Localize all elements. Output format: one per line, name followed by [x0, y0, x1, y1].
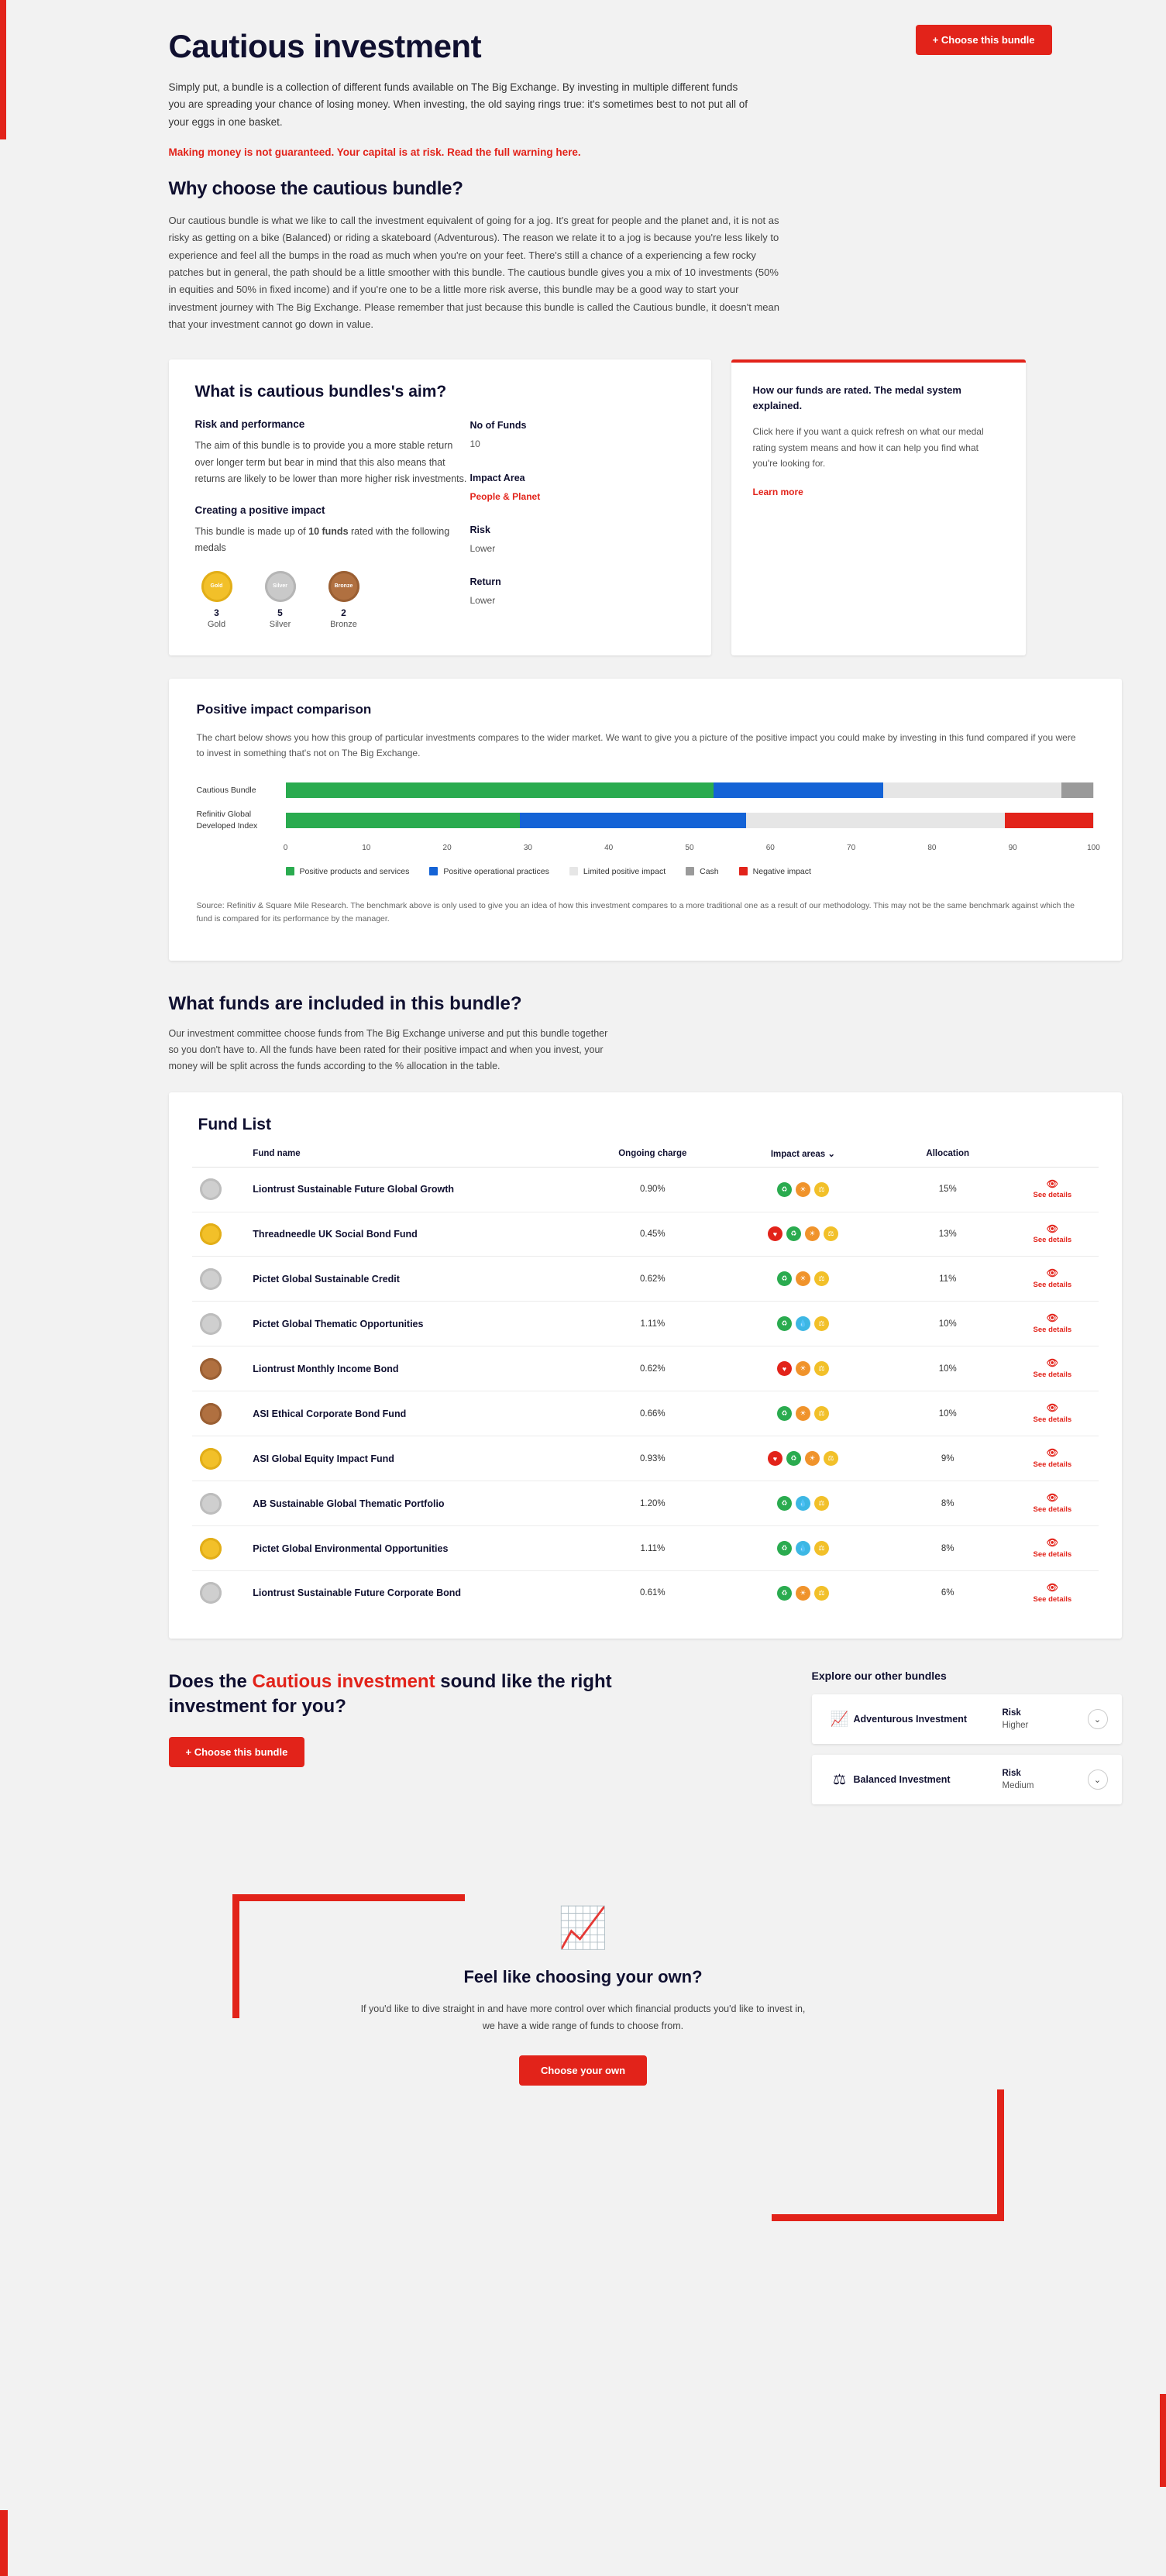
ongoing-charge-value: 0.45% [640, 1229, 666, 1239]
aim-heading: What is cautious bundles's aim? [194, 383, 447, 401]
page-title: Cautious investment [168, 28, 482, 64]
learn-more-link[interactable]: Learn more [752, 487, 803, 498]
risk-performance-label: Risk and performance [194, 418, 305, 431]
allocation-value: 10% [938, 1408, 957, 1419]
legend-item [286, 867, 410, 876]
intro-paragraph: Simply put, a bundle is a collection of different funds available on The Big Exchange. By investing in multiple different funds you are spreading your chance of losing money. When investing, the old saying rings true: it's sometimes best to not put all of your eggs in one basket. [168, 81, 748, 128]
promo-heading: Feel like choosing your own? [463, 1967, 703, 1987]
impact-area-icon: ⚖ [814, 1406, 829, 1421]
ongoing-charge-value: 0.62% [640, 1364, 666, 1374]
chart-bar-label: Cautious Bundle [196, 786, 256, 796]
table-row[interactable] [192, 1571, 1099, 1615]
explore-label: Explore our other bundles [811, 1669, 947, 1682]
fund-name: Liontrust Sustainable Future Global Growth [253, 1184, 455, 1195]
stat-risk: Risk Lower [469, 524, 496, 554]
impact-areas-cell [725, 1316, 882, 1331]
legend-label: Negative impact [752, 866, 811, 876]
impact-areas-cell [725, 1496, 882, 1511]
legend-swatch [686, 867, 694, 875]
legend-label: Positive operational practices [443, 866, 549, 876]
impact-area-icon: ⚖ [814, 1586, 829, 1601]
legend-swatch [429, 867, 438, 875]
risk-performance-body: The aim of this bundle is to provide you a more stable return over longer term but bear in mind that this also means that returns are likely to be lower than more higher risk investments. [194, 440, 467, 484]
bottom-heading: Does the Cautious investment sound like the right investment for you? [168, 1670, 612, 1718]
fund-name: Liontrust Sustainable Future Corporate Bond [253, 1587, 462, 1599]
chart-seg-negative [1005, 813, 1094, 828]
choose-bundle-button-bottom[interactable]: + Choose this bundle [169, 1737, 305, 1767]
see-details-link[interactable] [1014, 1537, 1090, 1560]
chart-seg-positive-operational [714, 782, 883, 798]
silver-medal-icon [200, 1582, 222, 1604]
chart-x-axis [283, 842, 1100, 856]
medal-gold-label: Gold [207, 619, 226, 629]
impact-area-icon: ♻ [786, 1451, 801, 1466]
see-details-label: See details [1033, 1415, 1072, 1424]
impact-area-icon: ♥ [768, 1451, 782, 1466]
axis-tick: 0 [283, 843, 288, 852]
medal-cell [200, 1582, 253, 1604]
impact-area-icon: ⚖ [814, 1496, 829, 1511]
allocation-value: 6% [941, 1588, 954, 1598]
axis-tick: 30 [523, 843, 532, 852]
medal-cell [200, 1358, 253, 1380]
chart-seg-limited [746, 813, 1005, 828]
impact-area-icon: ♻ [777, 1496, 792, 1511]
chevron-down-icon: ⌄ [827, 1149, 836, 1159]
decorative-red-bar-bottom [0, 2510, 8, 2576]
impact-areas-cell [725, 1182, 882, 1197]
legend-label: Positive products and services [299, 866, 410, 876]
medal-cell [200, 1448, 253, 1470]
medal-cell [200, 1268, 253, 1290]
funds-section-header [115, 993, 1052, 1075]
medal-system-card [731, 359, 1026, 655]
see-details-link[interactable] [1014, 1178, 1090, 1201]
axis-tick: 80 [927, 843, 937, 852]
eye-icon: 👁 [1046, 1312, 1058, 1324]
fund-name: Pictet Global Sustainable Credit [253, 1273, 400, 1285]
chevron-down-icon[interactable]: ⌄ [1088, 1709, 1108, 1729]
impact-area-icon: ⚖ [824, 1226, 838, 1241]
impact-areas-cell [725, 1451, 882, 1466]
chart-bars [196, 782, 1100, 876]
fund-name: AB Sustainable Global Thematic Portfolio [253, 1498, 445, 1509]
why-heading: Why choose the cautious bundle? [168, 177, 463, 199]
medal-cell [200, 1313, 253, 1335]
fund-list-title: Fund List [198, 1115, 271, 1133]
choose-bundle-button-top[interactable]: + Choose this bundle [916, 25, 1052, 55]
see-details-label: See details [1033, 1505, 1072, 1514]
scales-icon: ⚖ [832, 1771, 847, 1788]
eye-icon: 👁 [1046, 1267, 1058, 1279]
see-details-link[interactable] [1014, 1447, 1090, 1470]
bundle-risk [1003, 1767, 1088, 1792]
fund-count-bold: 10 funds [308, 526, 349, 538]
impact-area-icon: ♻ [777, 1271, 792, 1286]
ongoing-charge-value: 0.62% [640, 1274, 666, 1284]
impact-areas-cell [725, 1586, 882, 1601]
fund-name: Threadneedle UK Social Bond Fund [253, 1228, 418, 1240]
impact-area-icon: ☀ [796, 1406, 810, 1421]
ongoing-charge-value: 1.11% [640, 1543, 666, 1553]
table-row[interactable] [192, 1346, 1099, 1391]
fund-name: Liontrust Monthly Income Bond [253, 1363, 399, 1374]
see-details-link[interactable] [1014, 1582, 1090, 1604]
eye-icon: 👁 [1046, 1402, 1058, 1414]
table-row[interactable] [192, 1212, 1099, 1257]
table-row[interactable] [192, 1436, 1099, 1481]
impact-area-icon: ⚖ [814, 1182, 829, 1197]
bundle-name: Balanced Investment [853, 1773, 951, 1785]
silver-medal-icon [200, 1268, 222, 1290]
legend-swatch [286, 867, 294, 875]
medal-cell [200, 1493, 253, 1515]
allocation-value: 10% [938, 1319, 957, 1329]
column-allocation: Allocation [926, 1148, 969, 1158]
legend-swatch [739, 867, 748, 875]
decorative-corner-bottom-right [772, 2089, 1004, 2221]
eye-icon: 👁 [1046, 1447, 1058, 1459]
impact-areas-cell [725, 1361, 882, 1376]
legend-swatch [569, 867, 578, 875]
axis-tick: 40 [604, 843, 614, 852]
bronze-medal-icon: Bronze [328, 571, 359, 602]
eye-icon: 👁 [1046, 1223, 1058, 1234]
chart-bar-track [286, 813, 1094, 828]
legend-label: Limited positive impact [583, 866, 666, 876]
fund-table-header [192, 1148, 1099, 1168]
risk-label: Risk [1002, 1708, 1021, 1718]
chart-seg-limited [883, 782, 1061, 798]
fund-name: ASI Ethical Corporate Bond Fund [253, 1408, 407, 1419]
chart-seg-positive-products [286, 782, 714, 798]
why-paragraph: Our cautious bundle is what we like to call the investment equivalent of going for a jog. It's great for people and the planet and, it is not as risky as getting on a bike (Balanced) or riding a skateboard (Adventurous). The reason we relate it to a jog is because you're less likely to experience and feel all the bumps in the road as much when you're on your feet. There's still a chance of a experiencing a few rocky patches but in general, the path should be a little smoother with this bundle. The cautious bundle gives you a mix of 10 investments (50% in equities and 50% in fixed income) and if you're one to be a little more risk averse, this bundle may be a good way to start your investment journey with The Big Exchange. Please remember that just because this bundle is called the Cautious bundle, it doesn't mean that your investment cannot go down in value. [168, 214, 779, 330]
medal-cell [200, 1178, 253, 1200]
see-details-label: See details [1033, 1460, 1072, 1469]
chart-description: The chart below shows you how this group of particular investments compares to the wider market. We want to give you a picture of the positive impact you could make by investing in this fund compared if you were to invest in something that's not on The Big Exchange. [196, 731, 1076, 758]
medal-gold-count: 3 [214, 607, 219, 618]
silver-medal-icon [200, 1313, 222, 1335]
impact-areas-cell [725, 1541, 882, 1556]
choose-your-own-button[interactable]: Choose your own [519, 2055, 647, 2086]
axis-tick: 90 [1008, 843, 1017, 852]
allocation-value: 9% [941, 1453, 954, 1463]
impact-area-icon: ⚖ [814, 1316, 829, 1331]
column-impact-areas[interactable]: Impact areas ⌄ [770, 1149, 836, 1159]
medal-silver [259, 571, 302, 629]
ongoing-charge-value: 1.20% [640, 1498, 666, 1508]
bottom-cta-left [169, 1670, 696, 1815]
gold-medal-icon [200, 1448, 222, 1470]
impact-area-icon: ♻ [777, 1586, 792, 1601]
risk-warning[interactable]: Making money is not guaranteed. Your capital is at risk. Read the full warning here. [168, 146, 581, 158]
table-row[interactable] [192, 1168, 1099, 1212]
bundle-risk [1003, 1707, 1088, 1732]
impact-area-icon: ☀ [805, 1451, 820, 1466]
ongoing-charge-value: 1.11% [640, 1319, 666, 1329]
allocation-value: 10% [938, 1364, 957, 1374]
see-details-label: See details [1033, 1594, 1072, 1604]
see-details-link[interactable] [1014, 1223, 1090, 1246]
bronze-medal-icon [200, 1358, 222, 1380]
chart-source-note: Source: Refinitiv & Square Mile Research. The benchmark above is only used to give you an idea of how this investment compares to a more traditional one as a result of our methodology. This may not be the same benchmark against which the fund is compared for its performance by the manager. [196, 900, 1075, 923]
bundle-card-balanced[interactable] [812, 1755, 1122, 1804]
impact-area-icon: 💧 [796, 1541, 810, 1556]
medal-silver-count: 5 [277, 607, 283, 618]
impact-area-icon: ♻ [786, 1226, 801, 1241]
medal-cell [200, 1403, 253, 1425]
cards-row [115, 359, 1052, 655]
fund-name: Pictet Global Thematic Opportunities [253, 1318, 424, 1329]
ongoing-charge-value: 0.93% [640, 1453, 666, 1463]
decorative-red-bar-right [1160, 2394, 1166, 2487]
stat-impact-area: Impact Area People & Planet [469, 472, 541, 502]
impact-area-icon: 💧 [796, 1316, 810, 1331]
impact-area-icon: ♻ [777, 1182, 792, 1197]
impact-areas-cell [725, 1271, 882, 1286]
impact-area-icon: ☀ [796, 1182, 810, 1197]
positive-impact-body: This bundle is made up of 10 funds rated with the following medals [194, 526, 450, 554]
see-details-label: See details [1033, 1191, 1072, 1200]
impact-area-icon: ♻ [777, 1406, 792, 1421]
legend-label: Cash [700, 866, 719, 876]
impact-area-icon: 💧 [796, 1496, 810, 1511]
gold-medal-icon [200, 1538, 222, 1560]
bundle-card-adventurous[interactable] [812, 1694, 1122, 1744]
bronze-medal-icon [200, 1403, 222, 1425]
table-row[interactable] [192, 1391, 1099, 1436]
silver-medal-icon [200, 1178, 222, 1200]
impact-areas-cell [725, 1226, 882, 1241]
medal-gold [195, 571, 239, 629]
chart-seg-positive-operational [520, 813, 746, 828]
risk-value: Higher [1002, 1721, 1029, 1731]
allocation-value: 8% [941, 1498, 954, 1508]
medal-silver-label: Silver [269, 619, 291, 629]
impact-area-icon: ♻ [777, 1541, 792, 1556]
eye-icon: 👁 [1046, 1582, 1058, 1593]
column-fund-name: Fund name [253, 1148, 301, 1158]
allocation-value: 15% [938, 1185, 957, 1195]
see-details-label: See details [1033, 1236, 1072, 1245]
chart-bar-row [197, 809, 1094, 831]
stat-no-of-funds: No of Funds 10 [469, 420, 527, 450]
see-details-link[interactable] [1014, 1492, 1090, 1515]
axis-tick: 60 [765, 843, 775, 852]
ongoing-charge-value: 0.61% [640, 1588, 666, 1598]
eye-icon: 👁 [1046, 1178, 1058, 1189]
impact-area-icon: ⚖ [814, 1541, 829, 1556]
ongoing-charge-value: 0.90% [640, 1185, 666, 1195]
chart-legend [286, 867, 1094, 876]
axis-tick: 70 [847, 843, 856, 852]
impact-area-icon: ☀ [796, 1361, 810, 1376]
impact-area-icon: ♥ [768, 1226, 782, 1241]
see-details-label: See details [1033, 1370, 1072, 1379]
medal-system-heading: How our funds are rated. The medal system explained. [752, 384, 961, 411]
risk-label: Risk [1002, 1769, 1021, 1779]
medal-summary [195, 571, 470, 629]
silver-medal-icon [200, 1493, 222, 1515]
see-details-link[interactable] [1014, 1357, 1090, 1380]
chart-bar-row [197, 782, 1094, 798]
legend-item [569, 867, 666, 876]
risk-value: Medium [1002, 1781, 1034, 1791]
funds-body: Our investment committee choose funds from The Big Exchange universe and put this bundle together so you don't have to. All the funds have been rated for their positive impact and when you invest, your money will be split across the funds according to the % allocation in the table. [168, 1027, 608, 1072]
allocation-value: 13% [938, 1229, 957, 1239]
chart-title: Positive impact comparison [196, 701, 372, 717]
aim-card [169, 359, 711, 655]
eye-icon: 👁 [1046, 1537, 1058, 1549]
gold-medal-icon [200, 1223, 222, 1245]
impact-area-icon: ☀ [796, 1586, 810, 1601]
fund-name: Pictet Global Environmental Opportunities [253, 1543, 449, 1554]
growth-chart-icon: 📈 [558, 1906, 608, 1952]
chart-seg-positive-products [286, 813, 520, 828]
see-details-label: See details [1033, 1325, 1072, 1334]
chart-seg-cash [1061, 782, 1094, 798]
fund-table-body [192, 1168, 1099, 1615]
impact-area-icon: ♻ [777, 1316, 792, 1331]
explore-bundles [812, 1670, 1122, 1815]
see-details-link[interactable] [1014, 1312, 1090, 1335]
medal-system-body: Click here if you want a quick refresh on what our medal rating system means and how it can help you find what you're looking for. [752, 426, 984, 469]
promo-body: If you'd like to dive straight in and have more control over which financial products you'd like to invest in, we have a wide range of funds to choose from. [360, 2003, 806, 2032]
table-row[interactable] [192, 1302, 1099, 1346]
see-details-label: See details [1033, 1281, 1072, 1290]
promo-section [115, 1862, 1052, 2187]
axis-tick: 20 [442, 843, 452, 852]
positive-impact-label: Creating a positive impact [194, 504, 325, 517]
gold-medal-icon: Gold [201, 571, 232, 602]
legend-item [429, 867, 549, 876]
ongoing-charge-value: 0.66% [640, 1408, 666, 1419]
column-ongoing-charge: Ongoing charge [618, 1148, 687, 1158]
legend-item [686, 867, 719, 876]
see-details-label: See details [1033, 1549, 1072, 1559]
impact-area-icon: ⚖ [824, 1451, 838, 1466]
see-details-link[interactable] [1014, 1402, 1090, 1425]
fund-list-card [169, 1092, 1122, 1639]
eye-icon: 👁 [1046, 1492, 1058, 1504]
impact-area-icon: ☀ [796, 1271, 810, 1286]
legend-item [739, 867, 811, 876]
table-row[interactable] [192, 1257, 1099, 1302]
bottom-heading-highlight: Cautious investment [252, 1670, 435, 1692]
allocation-value: 11% [939, 1274, 957, 1284]
medal-cell [200, 1223, 253, 1245]
funds-heading: What funds are included in this bundle? [168, 992, 522, 1014]
chart-bar-track [286, 782, 1094, 798]
fund-name: ASI Global Equity Impact Fund [253, 1453, 394, 1464]
chart-bar-label: Refinitiv Global Developed Index [196, 810, 258, 831]
decorative-red-bar-top [0, 0, 6, 139]
impact-area-icon: ♥ [777, 1361, 792, 1376]
eye-icon: 👁 [1046, 1357, 1058, 1369]
medal-cell [200, 1538, 253, 1560]
axis-tick: 50 [685, 843, 694, 852]
silver-medal-icon: Silver [265, 571, 296, 602]
impact-area-icon: ⚖ [814, 1271, 829, 1286]
table-row[interactable] [192, 1526, 1099, 1571]
table-row[interactable] [192, 1481, 1099, 1526]
hero-section [115, 14, 1052, 333]
impact-areas-cell [725, 1406, 882, 1421]
allocation-value: 8% [941, 1543, 954, 1553]
impact-area-icon: ⚖ [814, 1361, 829, 1376]
axis-tick: 10 [362, 843, 371, 852]
see-details-link[interactable] [1014, 1267, 1090, 1290]
chevron-down-icon[interactable]: ⌄ [1088, 1769, 1108, 1790]
impact-comparison-card [169, 679, 1122, 961]
medal-bronze [322, 571, 366, 629]
stat-return: Return Lower [469, 576, 501, 607]
impact-area-icon: ☀ [805, 1226, 820, 1241]
medal-bronze-label: Bronze [330, 619, 357, 629]
chart-up-icon: 📈 [830, 1711, 849, 1728]
medal-bronze-count: 2 [341, 607, 346, 618]
bottom-cta-row [169, 1670, 1122, 1815]
bundle-name: Adventurous Investment [853, 1713, 968, 1725]
axis-tick: 100 [1087, 843, 1100, 852]
